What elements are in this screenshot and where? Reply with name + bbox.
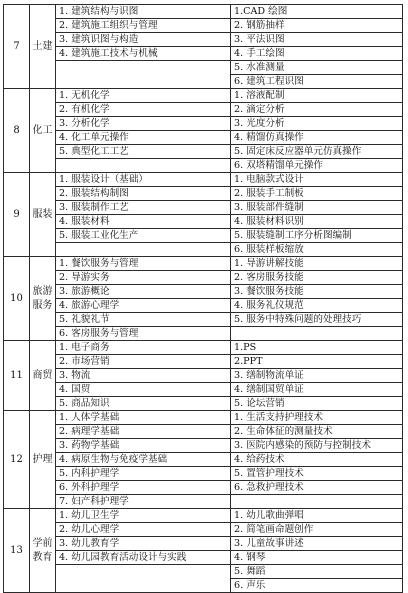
empty-cell: [231, 495, 402, 508]
empty-cell: [56, 565, 230, 578]
skill-item: 4. 精馏仿真操作: [231, 131, 402, 145]
course-item: 4. 旅游心理学: [56, 299, 230, 313]
skill-item: 2. 服装手工制板: [231, 187, 402, 201]
skill-item: 5. 水准测量: [231, 61, 402, 75]
skill-item: 3. 缮制物流单证: [231, 369, 402, 383]
course-item: 3. 药物学基础: [56, 439, 230, 453]
major-block: [4, 410, 402, 508]
course-item: 1. 无机化学: [56, 89, 230, 103]
course-item: 4. 建筑施工技术与机械: [56, 47, 230, 61]
skill-item: 3. 光度分析: [231, 117, 402, 131]
skill-item: 4. 钢琴: [231, 551, 402, 565]
skill-item: 2. 简笔画命题创作: [231, 523, 402, 537]
skill-item: 6. 声乐: [234, 580, 266, 591]
course-list: [56, 5, 231, 88]
major-category: 服装: [30, 173, 56, 256]
course-item: 1. 建筑结构与识图: [56, 5, 230, 19]
skill-item: 5. 置管护理技术: [231, 467, 402, 481]
course-item: 4. 国贸: [56, 383, 230, 397]
course-item: 1. 人体学基础: [56, 411, 230, 425]
course-item: 2. 建筑施工组织与管理: [56, 19, 230, 33]
skill-item: 6. 急救护理技术: [231, 481, 402, 495]
skill-item: 4. 给药技术: [231, 453, 402, 467]
course-item: 7. 妇产科护理学: [59, 496, 129, 507]
course-item: 3. 旅游概论: [56, 285, 230, 299]
skill-item: 5. 论坛营销: [234, 398, 285, 409]
course-item: 4. 服装材料: [56, 215, 230, 229]
major-block: [4, 172, 402, 256]
skill-item: 6. 建筑工程识图: [234, 76, 304, 87]
major-number: 12: [4, 411, 30, 508]
course-item: 2. 有机化学: [56, 103, 230, 117]
course-list: [56, 341, 231, 410]
skill-item: 1. 生活支持护理技术: [231, 411, 402, 425]
course-item: 2. 服装结构制图: [56, 187, 230, 201]
skill-item: 2. 客房服务技能: [231, 271, 402, 285]
course-item: 5. 礼貌礼节: [56, 313, 230, 327]
course-item: 1. 餐饮服务与管理: [56, 257, 230, 271]
major-number: 8: [4, 89, 30, 172]
curriculum-table: [3, 4, 403, 593]
course-item: 5. 内科护理学: [56, 467, 230, 481]
skill-item: 1. 电脑款式设计: [231, 173, 402, 187]
major-category: 商贸: [30, 341, 56, 410]
major-block: [4, 508, 402, 592]
major-category: 学前教育: [30, 509, 56, 592]
skill-item: 1. 导游讲解技能: [231, 257, 402, 271]
course-item: 3. 分析化学: [56, 117, 230, 131]
major-number: 10: [4, 257, 30, 340]
skill-item: 5. 服务中特殊问题的处理技巧: [231, 313, 402, 327]
skill-item: 4. 服务礼仪规范: [231, 299, 402, 313]
course-list: [56, 173, 231, 256]
course-item: 1. 电子商务: [56, 341, 230, 355]
empty-cell: [231, 327, 402, 340]
skill-item: 5. 舞蹈: [231, 565, 402, 579]
course-item: 5. 典型化工工艺: [56, 145, 230, 159]
skill-list: [231, 173, 402, 256]
skill-item: 4. 手工绘图: [231, 47, 402, 61]
skill-item: 4. 服装材料识别: [231, 215, 402, 229]
major-number: 11: [4, 341, 30, 410]
empty-cell: [56, 74, 230, 87]
course-list: [56, 411, 231, 508]
skill-item: 6. 服装样板缩放: [234, 244, 304, 255]
empty-cell: [56, 61, 230, 74]
skill-item: 4. 缮制国贸单证: [231, 383, 402, 397]
skill-list: [231, 411, 402, 508]
course-item: 1. 幼儿卫生学: [56, 509, 230, 523]
skill-list: [231, 89, 402, 172]
skill-item: 3. 医院内感染的预防与控制技术: [231, 439, 402, 453]
major-category: 护理: [30, 411, 56, 508]
major-category: 化工: [30, 89, 56, 172]
skill-item: 2. 滴定分析: [231, 103, 402, 117]
skill-item: 5. 固定床反应器单元仿真操作: [231, 145, 402, 159]
course-item: 3. 服装制作工艺: [56, 201, 230, 215]
course-item: 5. 商品知识: [59, 398, 110, 409]
skill-list: [231, 257, 402, 340]
major-number: 13: [4, 509, 30, 592]
skill-list: [231, 5, 402, 88]
empty-cell: [56, 159, 230, 172]
major-category: 土建: [30, 5, 56, 88]
skill-item: 3. 服装部件缝制: [231, 201, 402, 215]
course-item: 2. 市场营销: [56, 355, 230, 369]
skill-item: 3. 餐饮服务技能: [231, 285, 402, 299]
skill-list: [231, 509, 402, 592]
course-item: 3. 物流: [56, 369, 230, 383]
course-item: 2. 病理学基础: [56, 425, 230, 439]
course-item: 4. 幼儿园教育活动设计与实践: [56, 551, 230, 565]
skill-item: 2. 生命体征的测量技术: [231, 425, 402, 439]
skill-item: 3. 平法识图: [231, 33, 402, 47]
course-item: 3. 建筑识图与构造: [56, 33, 230, 47]
course-item: 2. 幼儿心理学: [56, 523, 230, 537]
course-item: 4. 病原生物与免疫学基础: [56, 453, 230, 467]
skill-item: 1.PS: [231, 341, 402, 355]
major-block: [4, 256, 402, 340]
skill-item: 6. 双塔精馏单元操作: [234, 160, 323, 171]
course-list: [56, 257, 231, 340]
major-block: [4, 88, 402, 172]
skill-item: 1. 幼儿歌曲弹唱: [231, 509, 402, 523]
course-list: [56, 509, 231, 592]
major-block: [4, 5, 402, 88]
course-item: 5. 服装工业化生产: [56, 229, 230, 243]
major-category: 旅游服务: [30, 257, 56, 340]
skill-item: 1. 溶液配制: [231, 89, 402, 103]
skill-item: 2.PPT: [231, 355, 402, 369]
skill-item: 2. 钢筋抽样: [231, 19, 402, 33]
course-item: 6. 外科护理学: [56, 481, 230, 495]
skill-item: 1.CAD 绘图: [231, 5, 402, 19]
empty-cell: [56, 578, 230, 591]
skill-item: 5. 服装缝制工序分析图编制: [231, 229, 402, 243]
empty-cell: [56, 243, 230, 256]
major-block: [4, 340, 402, 410]
course-item: 3. 幼儿教育学: [56, 537, 230, 551]
skill-list: [231, 341, 402, 410]
major-number: 9: [4, 173, 30, 256]
course-list: [56, 89, 231, 172]
major-number: 7: [4, 5, 30, 88]
course-item: 6. 客房服务与管理: [59, 328, 139, 339]
course-item: 1. 服装设计（基础）: [56, 173, 230, 187]
course-item: 4. 化工单元操作: [56, 131, 230, 145]
skill-item: 3. 儿童故事讲述: [231, 537, 402, 551]
course-item: 2. 导游实务: [56, 271, 230, 285]
